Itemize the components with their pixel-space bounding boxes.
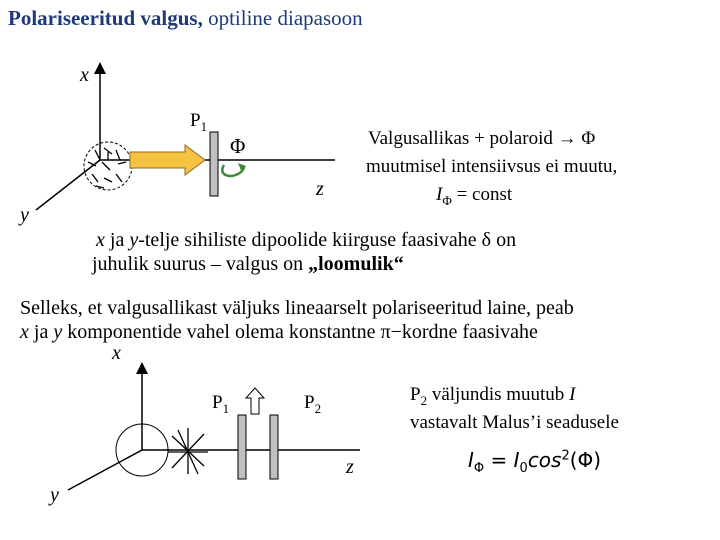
bottom-y-axis [68, 450, 142, 490]
top-p1-label: $P_1$ [190, 110, 208, 134]
top-phi-label: Φ [230, 134, 246, 158]
top-polaroid [210, 132, 218, 196]
bottom-note-line2: vastavalt Malus’i seadusele [410, 412, 619, 433]
bottom-axes [68, 368, 360, 490]
phase-line1: x ja y-telje sihiliste dipoolide kiirguse faasivahe δ on [96, 229, 517, 251]
top-note-line1: Valgusallikas + polaroid → Φ [368, 128, 596, 149]
malus-formula: $I_\Phi = I_0\cos^2(\Phi)$ [468, 448, 602, 476]
bottom-dipole-star [168, 428, 208, 474]
bottom-p1-label: $P_1$ [212, 392, 230, 416]
bottom-p2-label: $P_2$ [304, 392, 322, 416]
top-z-label: z [316, 178, 324, 200]
middle-line1: Selleks, et valgusallikast väljuks lineaarselt polariseeritud laine, peab [20, 297, 574, 319]
top-y-axis [36, 160, 100, 210]
bottom-y-label: y [50, 484, 59, 506]
middle-line2: x ja y komponentide vahel olema konstantne π−kordne faasivahe [20, 321, 538, 343]
bottom-note-line1: $P_2$ väljundis muutub I [410, 384, 576, 408]
phase-line2: juhulik suurus – valgus on „loomulik“ [92, 253, 404, 275]
top-x-label: x [80, 64, 89, 86]
rotation-arrowhead-icon [238, 163, 246, 173]
top-axes [36, 68, 335, 210]
bottom-analyzer-p2 [270, 415, 278, 479]
top-note-line3: $I_\Phi$ = const [436, 184, 513, 208]
title-bold: Polariseeritud valgus, [8, 6, 203, 30]
top-y-label: y [20, 204, 29, 226]
bottom-z-label: z [346, 456, 354, 478]
top-note-line2: muutmisel intensiivsus ei muutu, [366, 156, 618, 177]
top-light-arrow [130, 145, 205, 175]
bottom-x-label: x [112, 342, 121, 364]
bottom-polarizer-p1 [238, 415, 246, 479]
title-rest: optiline diapasoon [202, 6, 363, 30]
polarization-direction-icon [246, 388, 264, 414]
